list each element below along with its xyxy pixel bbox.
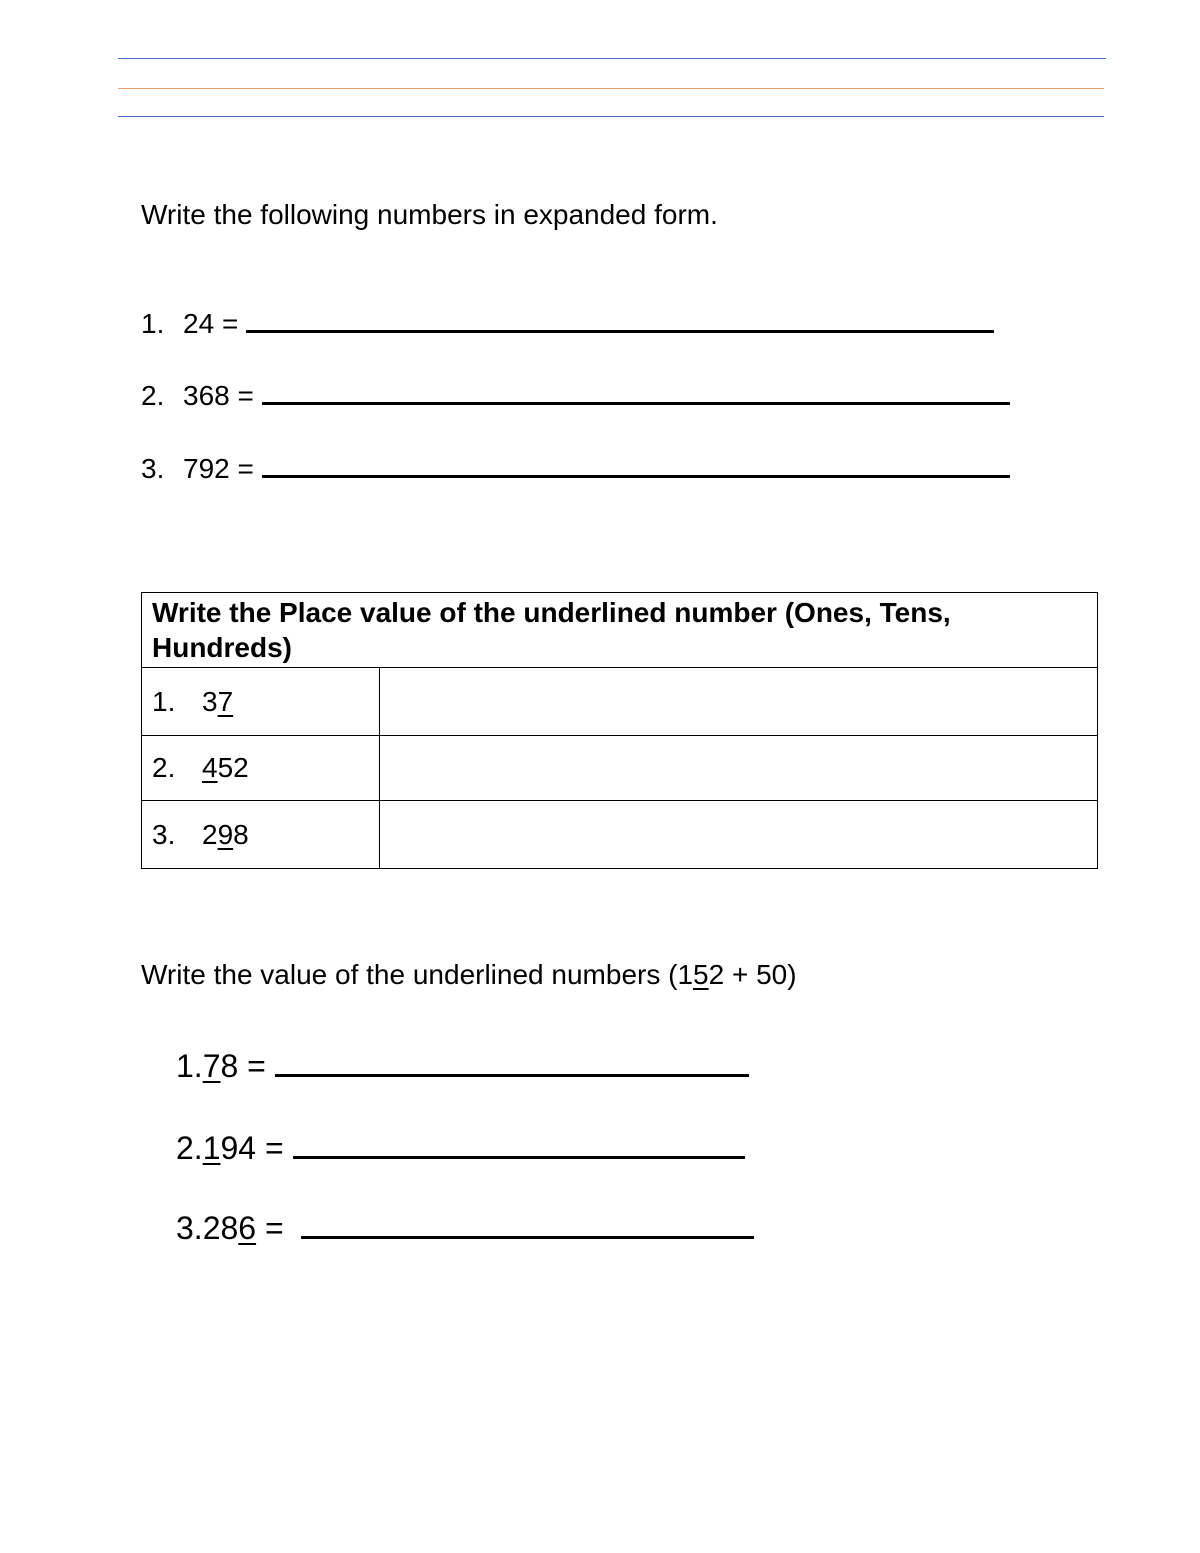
underlined-digit: 4 xyxy=(202,752,218,783)
header-rule-bottom xyxy=(118,116,1104,117)
value-item-index: 2. xyxy=(176,1130,203,1166)
answer-blank[interactable] xyxy=(293,1134,745,1159)
table-row xyxy=(142,668,1098,736)
answer-blank[interactable] xyxy=(301,1214,754,1239)
row-index: 2. xyxy=(152,752,176,783)
header-rule-top xyxy=(118,58,1106,59)
number-before: 3 xyxy=(202,685,218,717)
expanded-item-1 xyxy=(141,307,994,341)
equals-sign: = xyxy=(237,453,254,484)
answer-blank[interactable] xyxy=(275,1052,749,1077)
expanded-item-3 xyxy=(141,452,1010,486)
equals-sign: = xyxy=(264,1130,284,1166)
value-item-1 xyxy=(176,1049,749,1083)
answer-cell[interactable] xyxy=(380,801,1098,869)
expanded-item-number: 368 xyxy=(183,380,230,411)
expanded-item-number: 24 xyxy=(183,308,215,339)
underlined-digit: 7 xyxy=(217,685,234,717)
row-index: 3. xyxy=(152,818,176,850)
number-after: 52 xyxy=(217,752,249,783)
table-cell-number xyxy=(142,801,380,869)
number-after: 8 xyxy=(220,1048,239,1084)
answer-cell[interactable] xyxy=(380,668,1098,736)
header-rule-middle xyxy=(118,88,1104,89)
row-index: 1. xyxy=(152,685,176,717)
table-row xyxy=(142,801,1098,869)
answer-blank[interactable] xyxy=(246,308,994,333)
table-cell-number xyxy=(142,668,380,736)
table-row xyxy=(142,736,1098,801)
expanded-item-number: 792 xyxy=(183,453,230,484)
number-before: 28 xyxy=(202,1210,239,1246)
number-before: 2 xyxy=(202,818,218,850)
expanded-item-2 xyxy=(141,379,1010,413)
answer-blank[interactable] xyxy=(262,380,1010,405)
table-header: Write the Place value of the underlined number (Ones, Tens, Hundreds) xyxy=(142,593,1098,668)
answer-cell[interactable] xyxy=(380,736,1098,801)
value-item-index: 3. xyxy=(176,1210,203,1246)
expanded-form-heading: Write the following numbers in expanded form. xyxy=(141,199,718,230)
underlined-digit: 9 xyxy=(217,818,234,850)
value-item-2 xyxy=(176,1131,745,1165)
expanded-item-index: 2. xyxy=(141,380,165,411)
expanded-item-index: 1. xyxy=(141,308,165,339)
heading-text-before: Write the value of the underlined numbers (1 xyxy=(141,959,694,990)
table-cell-number xyxy=(142,736,380,801)
underlined-digit: 7 xyxy=(202,1048,221,1084)
number-after: 94 xyxy=(220,1130,257,1166)
answer-blank[interactable] xyxy=(262,453,1010,478)
equals-sign: = xyxy=(264,1210,284,1246)
table-header-row xyxy=(142,593,1098,668)
value-item-index: 1. xyxy=(176,1048,203,1084)
equals-sign: = xyxy=(221,308,239,339)
place-value-table xyxy=(141,592,1098,869)
underlined-digit: 1 xyxy=(202,1130,221,1166)
heading-underlined-digit: 5 xyxy=(693,959,709,990)
number-after: 8 xyxy=(233,818,249,850)
underlined-value-heading xyxy=(141,958,797,992)
equals-sign: = xyxy=(237,380,254,411)
value-item-3 xyxy=(176,1211,754,1245)
expanded-item-index: 3. xyxy=(141,453,165,484)
equals-sign: = xyxy=(247,1048,266,1084)
underlined-digit: 6 xyxy=(238,1210,257,1246)
heading-text-after: 2 + 50) xyxy=(708,959,797,990)
